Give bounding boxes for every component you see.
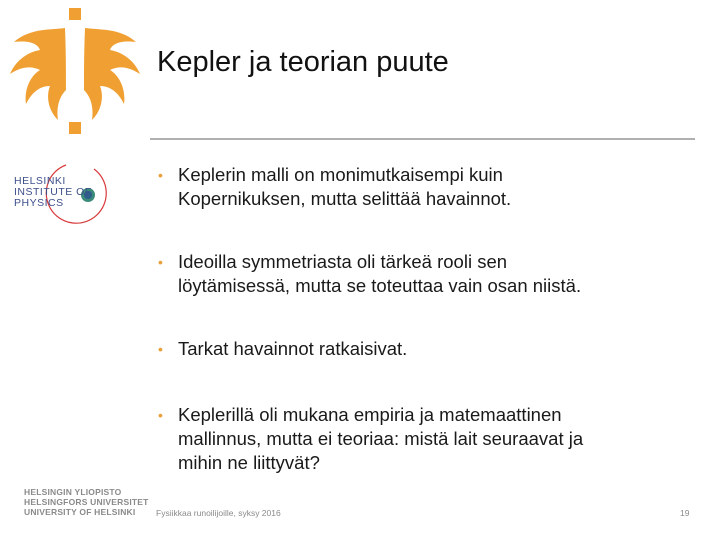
slide-title: Kepler ja teorian puute [157,46,449,78]
institute-logo-text [14,176,92,209]
bullet-item [156,337,696,361]
institute-line2: INSTITUTE OF [14,186,92,198]
university-name-fi: HELSINGIN YLIOPISTO [24,487,122,497]
university-name-en: UNIVERSITY OF HELSINKI [24,507,136,517]
bullet-marker: • [158,254,163,270]
university-name-logo [24,487,149,517]
bullet-text-line: mallinnus, mutta ei teoriaa: mistä lait seuraavat ja [178,428,584,449]
bullet-marker: • [158,407,163,423]
university-name-sv: HELSINGFORS UNIVERSITET [24,497,149,507]
bullet-text-line: mihin ne liittyvät? [178,452,320,473]
bullet-item [156,403,696,475]
bullet-marker: • [158,341,163,357]
bullet-text-line: Keplerin malli on monimutkaisempi kuin [178,164,503,185]
bullet-marker: • [158,167,163,183]
bullet-text-line: löytämisessä, mutta se toteuttaa vain osan niistä. [178,275,582,296]
title-divider [150,138,695,140]
bullet-item [156,163,696,211]
bullet-text-line: Tarkat havainnot ratkaisivat. [178,338,408,359]
institute-line1: HELSINKI [14,175,66,187]
institute-line3: PHYSICS [14,197,64,209]
page-number: 19 [680,508,690,518]
bullet-text-line: Ideoilla symmetriasta oli tärkeä rooli sen [178,251,508,272]
university-flame-logo-icon [0,0,150,150]
bullet-text-line: Kopernikuksen, mutta selittää havainnot. [178,188,512,209]
bullet-text-line: Keplerillä oli mukana empiria ja matemaattinen [178,404,562,425]
footer-course: Fysiikkaa runoilijoille, syksy 2016 [156,508,281,518]
bullet-item [156,250,696,298]
